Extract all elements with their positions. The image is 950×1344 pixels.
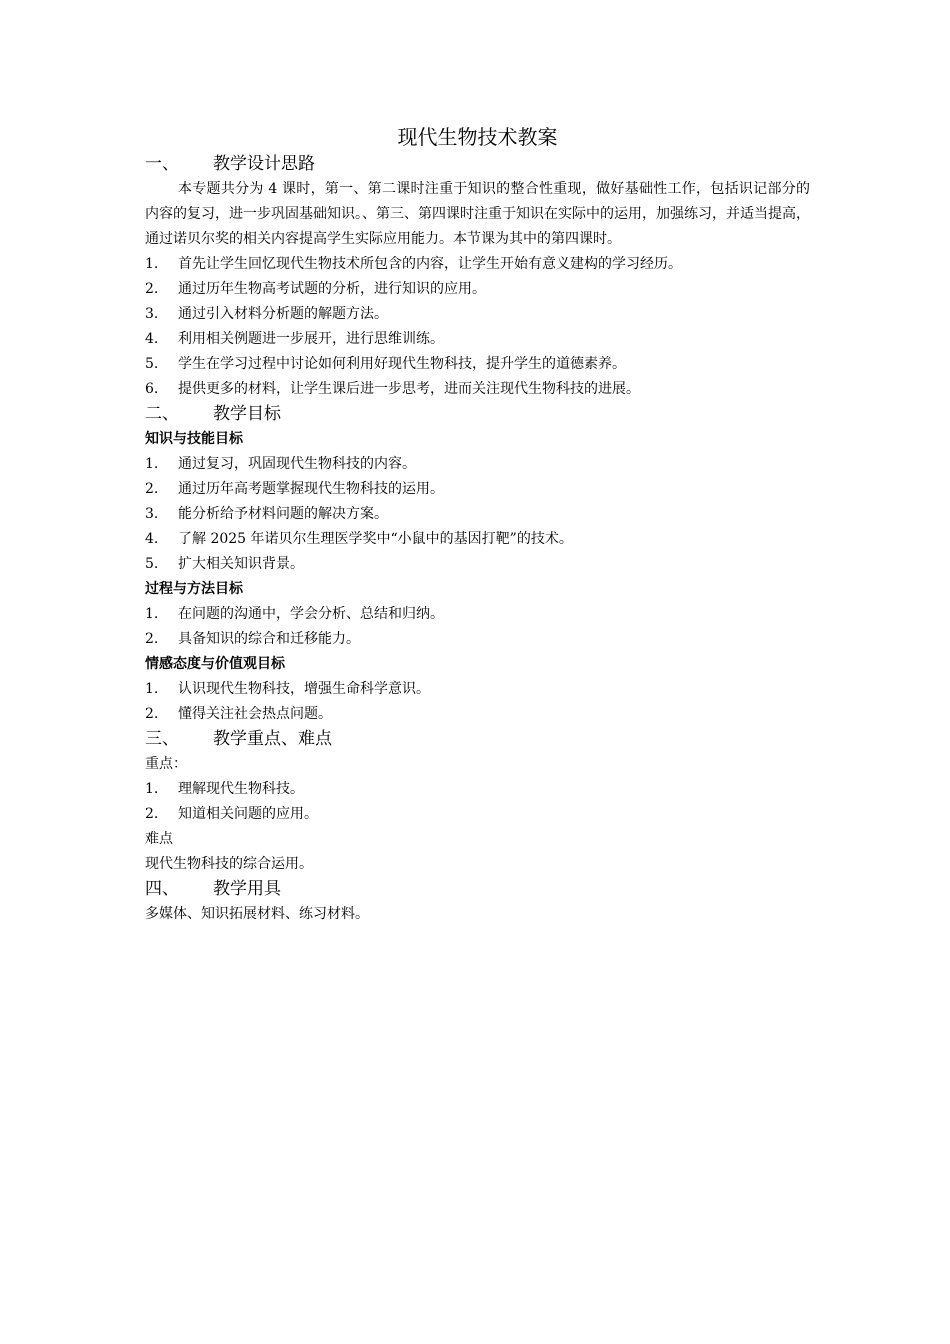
list-text: 通过历年生物高考试题的分析，进行知识的应用。 xyxy=(178,281,486,297)
list-text: 知道相关问题的应用。 xyxy=(178,806,318,822)
list-text: 理解现代生物科技。 xyxy=(178,781,304,797)
list-text: 懂得关注社会热点问题。 xyxy=(178,706,332,722)
difficulty-text: 现代生物科技的综合运用。 xyxy=(145,856,313,872)
section-title: 教学目标 xyxy=(213,404,281,424)
list-item xyxy=(145,452,810,477)
difficulty-label: 难点 xyxy=(145,831,173,847)
list-text: 认识现代生物科技，增强生命科学意识。 xyxy=(178,681,430,697)
list-item xyxy=(145,327,810,352)
section-4-heading xyxy=(145,877,810,902)
list-item xyxy=(145,502,810,527)
list-text: 在问题的沟通中，学会分析、总结和归纳。 xyxy=(178,606,444,622)
section-title: 教学重点、难点 xyxy=(213,729,332,749)
process-methods-subheading: 过程与方法目标 xyxy=(145,581,243,597)
list-text: 提供更多的材料，让学生课后进一步思考，进而关注现代生物科技的进展。 xyxy=(178,381,640,397)
list-index: 1. xyxy=(145,606,159,622)
document-page xyxy=(145,122,810,927)
list-text: 通过复习，巩固现代生物科技的内容。 xyxy=(178,456,416,472)
list-text: 具备知识的综合和迁移能力。 xyxy=(178,631,360,647)
list-item xyxy=(145,702,810,727)
list-index: 3. xyxy=(145,306,159,322)
list-text: 了解 2025 年诺贝尔生理医学奖中“小鼠中的基因打靶”的技术。 xyxy=(178,531,573,547)
list-index: 2. xyxy=(145,806,159,822)
list-index: 2. xyxy=(145,281,159,297)
list-index: 1. xyxy=(145,256,159,272)
section-3-heading xyxy=(145,727,810,752)
document-title: 现代生物技术教案 xyxy=(397,125,558,149)
paragraph-line: 中的运用，加强练习，并适当提高，通过诺贝尔奖的相关内容提高学生实际应用能力。本 xyxy=(145,206,810,247)
list-text: 能分析给予材料问题的解决方案。 xyxy=(178,506,388,522)
list-index: 3. xyxy=(145,506,159,522)
section-title: 教学设计思路 xyxy=(213,154,315,174)
list-index: 2. xyxy=(145,481,159,497)
list-index: 2. xyxy=(145,706,159,722)
paragraph-line: 本专题共分为 4 课时，第一、第二课时注重于知识的整合性重现，做好基础性工作， xyxy=(178,181,711,197)
list-item xyxy=(145,277,810,302)
attitude-values-subheading: 情感态度与价值观目标 xyxy=(145,656,285,672)
list-text: 利用相关例题进一步展开，进行思维训练。 xyxy=(178,331,444,347)
section-1-heading xyxy=(145,152,810,177)
list-index: 1. xyxy=(145,781,159,797)
list-item xyxy=(145,352,810,377)
list-item xyxy=(145,552,810,577)
list-item xyxy=(145,777,810,802)
paragraph-line: 包括识记部分的内容的复习，进一步巩固基础知识。、第三、第四课时注重于知识在实际 xyxy=(145,181,811,222)
list-index: 1. xyxy=(145,681,159,697)
list-item xyxy=(145,677,810,702)
list-text: 通过引入材料分析题的解题方法。 xyxy=(178,306,388,322)
list-index: 4. xyxy=(145,531,159,547)
list-item xyxy=(145,377,810,402)
list-text: 学生在学习过程中讨论如何利用好现代生物科技，提升学生的道德素养。 xyxy=(178,356,626,372)
list-text: 首先让学生回忆现代生物技术所包含的内容，让学生开始有意义建构的学习经历。 xyxy=(178,256,682,272)
list-item xyxy=(145,527,810,552)
paragraph-line: 节课为其中的第四课时。 xyxy=(467,231,621,247)
list-item xyxy=(145,802,810,827)
section-2-heading xyxy=(145,402,810,427)
section-title: 教学用具 xyxy=(213,879,281,899)
teaching-tools-text: 多媒体、知识拓展材料、练习材料。 xyxy=(145,906,369,922)
list-index: 4. xyxy=(145,331,159,347)
section-number: 三、 xyxy=(145,729,179,749)
knowledge-skills-subheading: 知识与技能目标 xyxy=(145,431,243,447)
list-item xyxy=(145,627,810,652)
list-index: 5. xyxy=(145,356,159,372)
section-number: 二、 xyxy=(145,404,179,424)
list-index: 2. xyxy=(145,631,159,647)
list-index: 1. xyxy=(145,456,159,472)
list-index: 5. xyxy=(145,556,159,572)
list-text: 扩大相关知识背景。 xyxy=(178,556,304,572)
design-paragraph xyxy=(145,177,810,252)
section-number: 四、 xyxy=(145,879,179,899)
list-item xyxy=(145,252,810,277)
list-item xyxy=(145,602,810,627)
key-points-label: 重点： xyxy=(145,756,187,772)
section-number: 一、 xyxy=(145,154,179,174)
list-index: 6. xyxy=(145,381,159,397)
list-item xyxy=(145,302,810,327)
list-item xyxy=(145,477,810,502)
list-text: 通过历年高考题掌握现代生物科技的运用。 xyxy=(178,481,444,497)
